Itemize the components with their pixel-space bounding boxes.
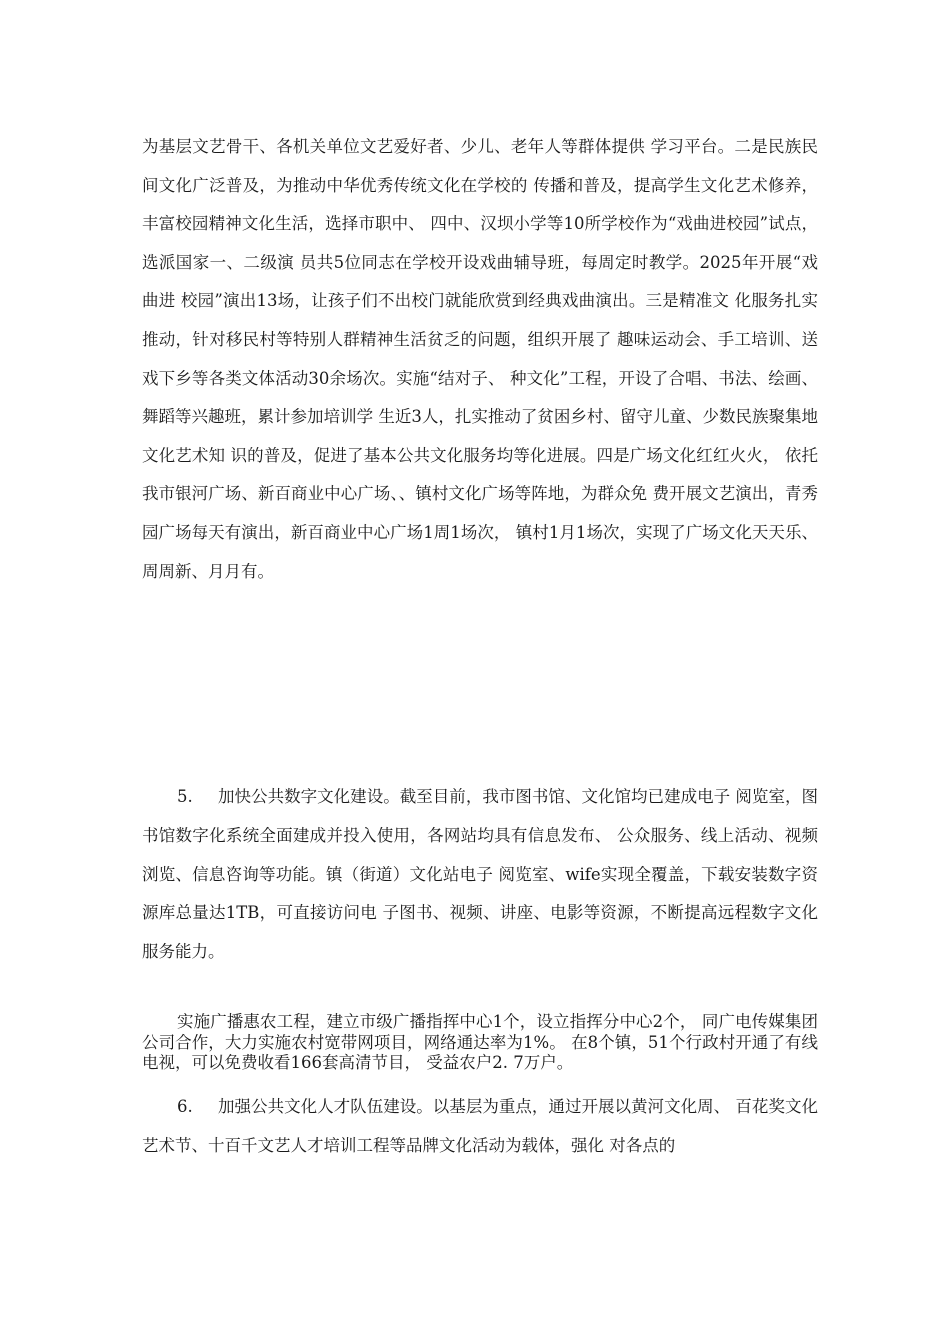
paragraph-talent-building	[142, 1088, 818, 1165]
paragraph-digital-culture	[142, 778, 818, 972]
paragraph-text: 加快公共数字文化建设。截至目前，我市图书馆、文化馆均已建成电子 阅览室，图书馆数字化系统全面建成并投入使用，各网站均具有信息发布、 公众服务、线上活动、视频浏览、信息咨询等功能。镇（街道）文化站电子 阅览室、wife实现全覆盖，下载安装数字资源库总量达1TB，可直接访问电 子图书、视频、讲座、电影等资源，不断提高远程数字文化服务能力。	[142, 787, 818, 962]
section-number: 5.	[177, 787, 193, 806]
paragraph-cultural-activities	[142, 128, 818, 591]
paragraph-text: 为基层文艺骨干、各机关单位文艺爱好者、少儿、老年人等群体提供 学习平台。二是民族民间文化广泛普及，为推动中华优秀传统文化在学校的 传播和普及，提高学生文化艺术修养，丰富校园精神文化生活，选择市职中、 四中、汉坝小学等10所学校作为“戏曲进校园”试点，选派国家一、二级演 员共5位同志在学校开设戏曲辅导班，每周定时教学。2025年开展“戏曲进 校园”演出13场，让孩子们不出校门就能欣赏到经典戏曲演出。三是精准文 化服务扎实推动，针对移民村等特别人群精神生活贫乏的问题，组织开展了 趣味运动会、手工培训、送戏下乡等各类文体活动30余场次。实施“结对子、 种文化”工程，开设了合唱、书法、绘画、舞蹈等兴趣班，累计参加培训学 生近3人，扎实推动了贫困乡村、留守儿童、少数民族聚集地文化艺术知 识的普及，促进了基本公共文化服务均等化进展。四是广场文化红红火火， 依托我市银河广场、新百商业中心广场、、镇村文化广场等阵地，为群众免 费开展文艺演出，青秀园广场每天有演出，新百商业中心广场1周1场次， 镇村1月1场次，实现了广场文化天天乐、周周新、月月有。	[142, 137, 818, 581]
paragraph-text: 加强公共文化人才队伍建设。以基层为重点，通过开展以黄河文化周、 百花奖文化艺术节、十百千文艺人才培训工程等品牌文化活动为载体，强化 对各点的	[142, 1097, 818, 1155]
section-number: 6.	[177, 1097, 193, 1116]
paragraph-broadcast-project	[142, 1012, 818, 1074]
paragraph-text: 实施广播惠农工程，建立市级广播指挥中心1个，设立指挥分中心2个， 同广电传媒集团公司合作，大力实施农村宽带网项目，网络通达率为1%。 在8个镇，51个行政村开通了有线电视，可以免费收看166套高清节目， 受益农户2. 7万户。	[142, 1012, 818, 1072]
